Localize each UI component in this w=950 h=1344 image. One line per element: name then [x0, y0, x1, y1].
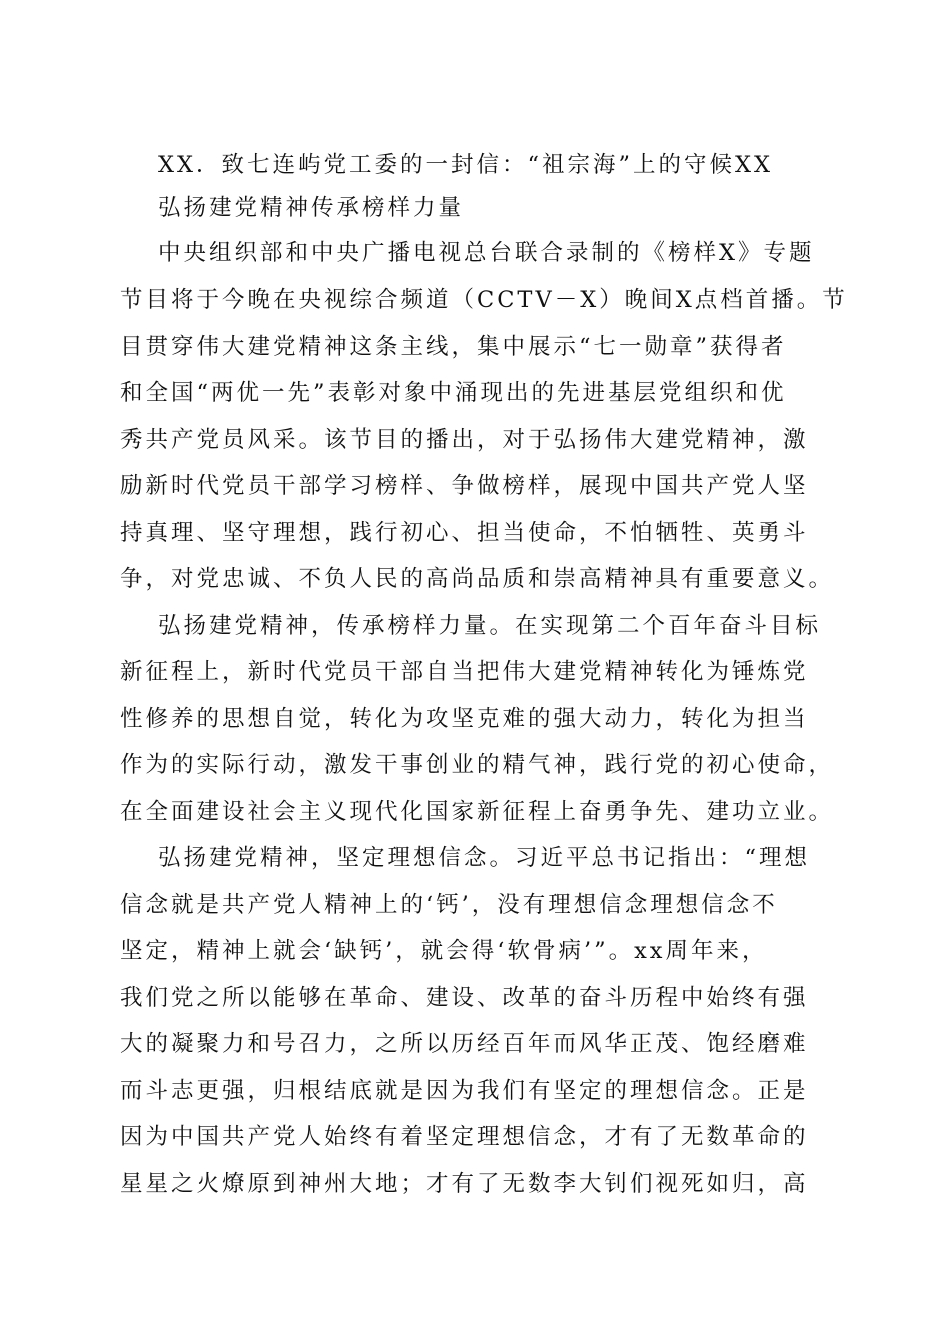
paragraph-1-line: 秀共产党员风采。该节目的播出，对于弘扬伟大建党精神，激 — [120, 427, 809, 453]
heading-line-1: XX．致七连屿党工委的一封信：“祖宗海”上的守候XX — [158, 152, 774, 178]
paragraph-3-line: 信念就是共产党人精神上的‘钙’，没有理想信念理想信念不 — [120, 892, 778, 918]
paragraph-2-line: 弘扬建党精神，传承榜样力量。在实现第二个百年奋斗目标 — [158, 613, 822, 639]
paragraph-3-line: 弘扬建党精神，坚定理想信念。习近平总书记指出：“理想 — [158, 845, 811, 871]
paragraph-3-line: 大的凝聚力和号召力，之所以历经百年而风华正茂、饱经磨难 — [120, 1031, 809, 1057]
paragraph-3-line: 坚定，精神上就会‘缺钙’，就会得‘软骨病’”。xx周年来， — [120, 938, 768, 964]
paragraph-1-line: 中央组织部和中央广播电视总台联合录制的《榜样X》专题 — [158, 240, 815, 266]
paragraph-1-line: 持真理、坚守理想，践行初心、担当使命，不怕牺牲、英勇斗 — [120, 520, 809, 546]
heading-line-2: 弘扬建党精神传承榜样力量 — [158, 195, 465, 221]
paragraph-1-line: 和全国“两优一先”表彰对象中涌现出的先进基层党组织和优 — [120, 380, 787, 406]
paragraph-2-line: 在全面建设社会主义现代化国家新征程上奋勇争先、建功立业。 — [120, 799, 835, 825]
paragraph-1-line: 目贯穿伟大建党精神这条主线，集中展示“七一勋章”获得者 — [120, 334, 787, 360]
paragraph-1-line: 励新时代党员干部学习榜样、争做榜样，展现中国共产党人坚 — [120, 473, 809, 499]
paragraph-3-line: 星星之火燎原到神州大地；才有了无数李大钊们视死如归，高 — [120, 1171, 809, 1197]
paragraph-2-line: 性修养的思想自觉，转化为攻坚克难的强大动力，转化为担当 — [120, 706, 809, 732]
paragraph-3-line: 因为中国共产党人始终有着坚定理想信念，才有了无数革命的 — [120, 1124, 809, 1150]
paragraph-3-line: 而斗志更强，归根结底就是因为我们有坚定的理想信念。正是 — [120, 1078, 809, 1104]
paragraph-3-line: 我们党之所以能够在革命、建设、改革的奋斗历程中始终有强 — [120, 985, 809, 1011]
paragraph-1-line: 节目将于今晚在央视综合频道（CCTV－X）晚间X点档首播。节 — [120, 287, 848, 313]
paragraph-2-line: 新征程上，新时代党员干部自当把伟大建党精神转化为锤炼党 — [120, 659, 809, 685]
paragraph-2-line: 作为的实际行动，激发干事创业的精气神，践行党的初心使命， — [120, 752, 835, 778]
paragraph-1-line: 争，对党忠诚、不负人民的高尚品质和崇高精神具有重要意义。 — [120, 566, 835, 592]
